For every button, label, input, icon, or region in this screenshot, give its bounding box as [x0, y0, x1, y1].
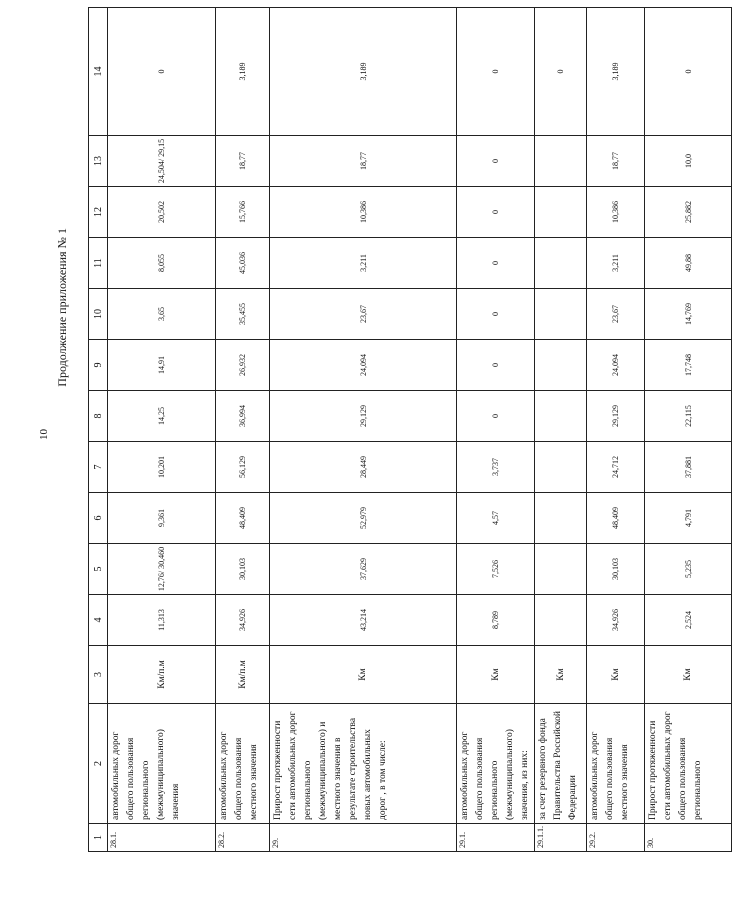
- column-header: 4: [89, 595, 108, 646]
- table-cell-c13: 0: [457, 136, 535, 187]
- column-header: 14: [89, 8, 108, 136]
- table-cell-c11: 49,88: [645, 238, 732, 289]
- table-cell-c12: 0: [457, 187, 535, 238]
- table-cell-c4: 34,926: [216, 595, 270, 646]
- table-cell-c9: 24,094: [270, 340, 457, 391]
- column-header: 8: [89, 391, 108, 442]
- unit: Км: [645, 646, 732, 704]
- table-cell-c10: 3,65: [108, 289, 216, 340]
- table-cell-c14: 0: [457, 8, 535, 136]
- row-number: 29.: [270, 824, 457, 852]
- table-cell-c9: 24,094: [587, 340, 645, 391]
- table-cell-c5: 12,76/ 30,460: [108, 544, 216, 595]
- row-name: Прирост протяженности сети автомобильных дорог общего пользования регионального: [645, 704, 732, 824]
- table-cell-c4: [535, 595, 587, 646]
- column-header: 6: [89, 493, 108, 544]
- table-cell-c4: 34,926: [587, 595, 645, 646]
- unit: Км/п.м: [216, 646, 270, 704]
- table-cell-c11: 45,036: [216, 238, 270, 289]
- unit: Км: [270, 646, 457, 704]
- table-cell-c9: 0: [457, 340, 535, 391]
- table-cell-c11: 0: [457, 238, 535, 289]
- table-body: [108, 8, 732, 852]
- table-cell-c11: 8,055: [108, 238, 216, 289]
- table-cell-c6: 52,979: [270, 493, 457, 544]
- table-cell-c7: 10,201: [108, 442, 216, 493]
- row-number: 30.: [645, 824, 732, 852]
- column-header: 1: [89, 824, 108, 852]
- table-row: [645, 8, 732, 852]
- table-cell-c5: 30,103: [216, 544, 270, 595]
- table-cell-c12: 25,882: [645, 187, 732, 238]
- table-cell-c4: 11,313: [108, 595, 216, 646]
- table-cell-c9: [535, 340, 587, 391]
- table-cell-c13: 18,77: [587, 136, 645, 187]
- row-number: 29.1.1.: [535, 824, 587, 852]
- table-cell-c5: 5,235: [645, 544, 732, 595]
- table-cell-c11: 3,211: [587, 238, 645, 289]
- column-header: 2: [89, 704, 108, 824]
- row-name: автомобильных дорог общего пользования регионального (межмуниципального) значения, из них:: [457, 704, 535, 824]
- row-number: 29.2.: [587, 824, 645, 852]
- table-cell-c10: 23,67: [270, 289, 457, 340]
- unit: Км: [535, 646, 587, 704]
- table-row: [457, 8, 535, 852]
- table-cell-c8: 22,115: [645, 391, 732, 442]
- table-cell-c13: [535, 136, 587, 187]
- table-cell-c10: 35,455: [216, 289, 270, 340]
- table-cell-c5: [535, 544, 587, 595]
- row-name: автомобильных дорог общего пользования местного значения: [216, 704, 270, 824]
- column-header: 10: [89, 289, 108, 340]
- table-row: [216, 8, 270, 852]
- table-cell-c14: 3,189: [587, 8, 645, 136]
- column-header: 3: [89, 646, 108, 704]
- table-cell-c6: 48,409: [216, 493, 270, 544]
- table-cell-c10: 23,67: [587, 289, 645, 340]
- table-cell-c11: [535, 238, 587, 289]
- row-name: Прирост протяженности сети автомобильных дорог регионального (межмуниципального) и местного значения в результате строительства новых автомобильных дорог , в том числе:: [270, 704, 457, 824]
- unit: Км: [587, 646, 645, 704]
- table-cell-c7: 24,712: [587, 442, 645, 493]
- row-number: 28.2.: [216, 824, 270, 852]
- continuation-header: Продолжение приложения № 1: [55, 228, 69, 387]
- table-cell-c5: 30,103: [587, 544, 645, 595]
- table-row: [535, 8, 587, 852]
- table-cell-c7: 3,737: [457, 442, 535, 493]
- table-cell-c5: 37,629: [270, 544, 457, 595]
- column-header: 11: [89, 238, 108, 289]
- table-cell-c6: 4,57: [457, 493, 535, 544]
- table-cell-c8: 36,994: [216, 391, 270, 442]
- table-row: [587, 8, 645, 852]
- table-row: [270, 8, 457, 852]
- column-header: 12: [89, 187, 108, 238]
- table-cell-c9: 14,91: [108, 340, 216, 391]
- table-cell-c11: 3,211: [270, 238, 457, 289]
- table-cell-c12: 10,386: [587, 187, 645, 238]
- page-number: 10: [38, 429, 50, 440]
- table-cell-c7: 28,449: [270, 442, 457, 493]
- table-cell-c9: 17,748: [645, 340, 732, 391]
- table-cell-c10: [535, 289, 587, 340]
- table-cell-c14: 3,189: [270, 8, 457, 136]
- table-cell-c6: [535, 493, 587, 544]
- table-cell-c6: 9,361: [108, 493, 216, 544]
- table-cell-c5: 7,526: [457, 544, 535, 595]
- table-cell-c12: 10,386: [270, 187, 457, 238]
- table-cell-c4: 2,524: [645, 595, 732, 646]
- table-cell-c7: [535, 442, 587, 493]
- table-cell-c14: 0: [108, 8, 216, 136]
- table-row: [108, 8, 216, 852]
- unit: Км/п.м: [108, 646, 216, 704]
- row-name: автомобильных дорог общего пользования регионального (межмуниципального) значения: [108, 704, 216, 824]
- table-cell-c13: 18,77: [270, 136, 457, 187]
- table-cell-c14: 0: [645, 8, 732, 136]
- column-header: 7: [89, 442, 108, 493]
- table-cell-c12: [535, 187, 587, 238]
- table-cell-c13: 10,0: [645, 136, 732, 187]
- data-table: [88, 7, 732, 852]
- table-cell-c7: 56,129: [216, 442, 270, 493]
- table-cell-c14: 3,189: [216, 8, 270, 136]
- column-header: 13: [89, 136, 108, 187]
- table-cell-c13: 24,504/ 29,15: [108, 136, 216, 187]
- table-cell-c10: 14,769: [645, 289, 732, 340]
- table-cell-c10: 0: [457, 289, 535, 340]
- row-number: 28.1.: [108, 824, 216, 852]
- table-cell-c12: 20,502: [108, 187, 216, 238]
- table-cell-c12: 15,766: [216, 187, 270, 238]
- table-cell-c13: 18,77: [216, 136, 270, 187]
- column-header: 9: [89, 340, 108, 391]
- table-cell-c8: 14,25: [108, 391, 216, 442]
- table-cell-c4: 43,214: [270, 595, 457, 646]
- row-number: 29.1.: [457, 824, 535, 852]
- row-name: автомобильных дорог общего пользования местного значения: [587, 704, 645, 824]
- table-cell-c8: 0: [457, 391, 535, 442]
- table-cell-c6: 4,791: [645, 493, 732, 544]
- table-cell-c4: 8,789: [457, 595, 535, 646]
- row-name: за счет резервного фонда Правительства Российской Федерации: [535, 704, 587, 824]
- table-cell-c8: [535, 391, 587, 442]
- table-cell-c7: 37,881: [645, 442, 732, 493]
- table-cell-c8: 29,129: [587, 391, 645, 442]
- table-cell-c6: 48,409: [587, 493, 645, 544]
- rotated-table-container: [88, 57, 703, 852]
- header-row: [89, 8, 108, 852]
- column-header: 5: [89, 544, 108, 595]
- table-cell-c8: 29,129: [270, 391, 457, 442]
- table-cell-c14: 0: [535, 8, 587, 136]
- unit: Км: [457, 646, 535, 704]
- table-cell-c9: 26,932: [216, 340, 270, 391]
